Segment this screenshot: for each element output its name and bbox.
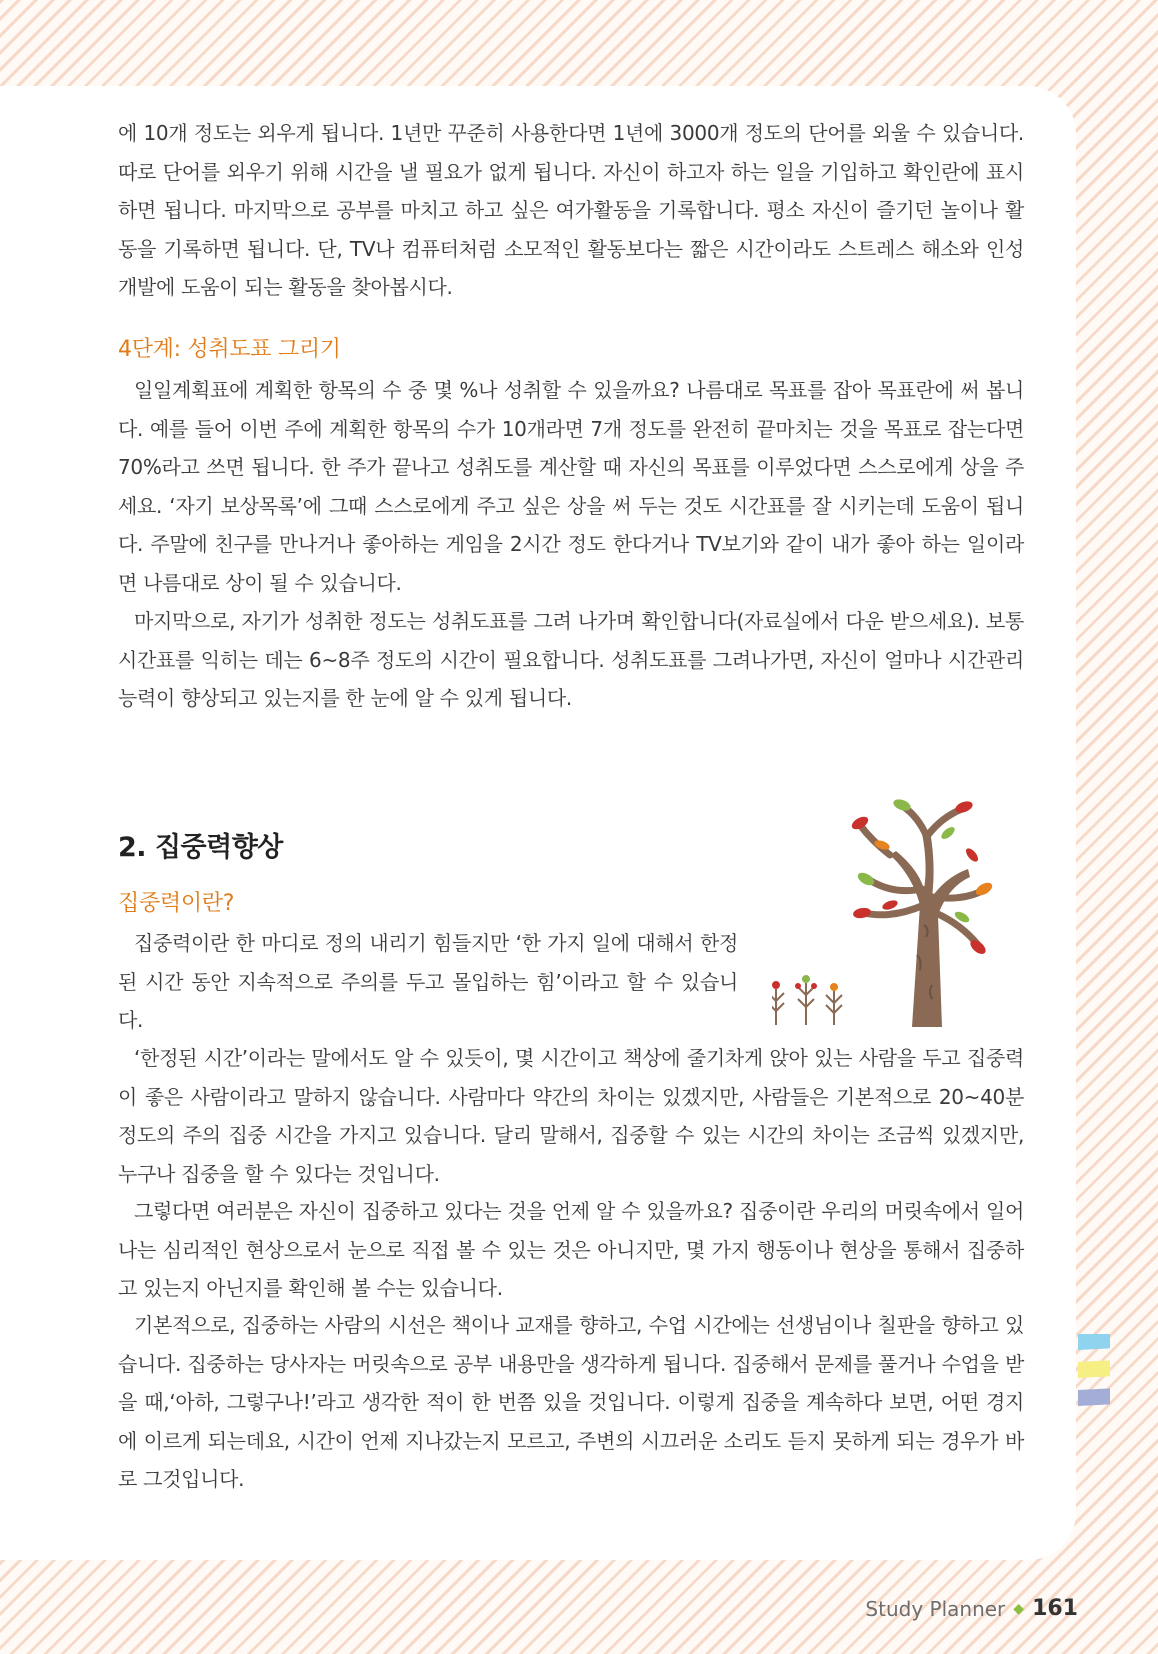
footer-book-title: Study Planner bbox=[865, 1596, 1006, 1621]
paragraph-concentration-definition: 집중력이란 한 마디로 정의 내리기 힘들지만 ‘한 가지 일에 대해서 한정된 시간 동안 지속적으로 주의를 두고 몰입하는 힘’이라고 할 수 있습니다. bbox=[118, 931, 738, 1033]
heading-what-is-concentration: 집중력이란? bbox=[118, 891, 235, 916]
diamond-icon: ◆ bbox=[1013, 1600, 1025, 1617]
section-title-concentration: 2. 집중력향상 bbox=[118, 832, 283, 863]
paragraph-how-to-know: 그렇다면 여러분은 자신이 집중하고 있다는 것을 언제 알 수 있을까요? 집중이란 우리의 머릿속에서 일어나는 심리적인 현상으로서 눈으로 직접 볼 수 있는 것은 아니지만, 몇 가지 행동이나 현상을 통해서 집중하고 있는지 아닌지를 확인해 볼 수는 있습니다. bbox=[118, 1199, 1024, 1301]
paragraph-limited-time: ‘한정된 시간’이라는 말에서도 알 수 있듯이, 몇 시간이고 책상에 줄기차게 앉아 있는 사람을 두고 집중력이 좋은 사람이라고 말하지 않습니다. 사람마다 약간의 차이는 있겠지만, 사람들은 기본적으로 20~40분 정도의 주의 집중 시간을 가지고 있습니다. 달리 말해서, 집중할 수 있는 시간의 차이는 조금씩 있겠지만, 누구나 집중을 할 수 있다는 것입니다. bbox=[118, 1046, 1024, 1186]
heading-step4: 4단계: 성취도표 그리기 bbox=[118, 337, 341, 362]
page-index-tabs bbox=[1078, 1334, 1112, 1414]
paragraph-achievement-chart: 마지막으로, 자기가 성취한 정도는 성취도표를 그려 나가며 확인합니다(자료실에서 다운 받으세요). 보통 시간표를 익히는 데는 6~8주 정도의 시간이 필요합니다. 성취도표를 그려나가면, 자신이 얼마나 시간관리 능력이 향상되고 있는지를 한 눈에 알 수 있게 됩니다. bbox=[118, 609, 1024, 711]
paragraph-achievement-goal: 일일계획표에 계획한 항목의 수 중 몇 %나 성취할 수 있을까요? 나름대로 목표를 잡아 목표란에 써 봅니다. 예를 들어 이번 주에 계획한 항목의 수가 10개라면 7개 정도를 완전히 끝마치는 것을 목표로 잡는다면 70%라고 쓰면 됩니다. 한 주가 끝나고 성취도를 계산할 때 자신의 목표를 이루었다면 스스로에게 상을 주세요. ‘자기 보상목록’에 그때 스스로에게 주고 싶은 상을 써 두는 것도 시간표를 잘 시키는데 도움이 됩니다. 주말에 친구를 만나거나 좋아하는 게임을 2시간 정도 한다거나 TV보기와 같이 내가 좋아 하는 일이라면 나름대로 상이 될 수 있습니다. bbox=[118, 378, 1024, 595]
tree-illustration bbox=[772, 795, 1040, 1027]
paragraph-focused-behavior: 기본적으로, 집중하는 사람의 시선은 책이나 교재를 향하고, 수업 시간에는 선생님이나 칠판을 향하고 있습니다. 집중하는 당사자는 머릿속으로 공부 내용만을 생각하게 됩니다. 집중해서 문제를 풀거나 수업을 받을 때,‘아하, 그렇구나!’라고 생각한 적이 한 번쯤 있을 것입니다. 이렇게 집중을 계속하다 보면, 어떤 경지에 이르게 되는데요, 시간이 언제 지나갔는지 모르고, 주변의 시끄러운 소리도 듣지 못하게 되는 경우가 바로 그것입니다. bbox=[118, 1313, 1024, 1492]
page-footer bbox=[865, 1596, 1078, 1621]
paragraph-word-memorization: 에 10개 정도는 외우게 됩니다. 1년만 꾸준히 사용한다면 1년에 3000개 정도의 단어를 외울 수 있습니다. 따로 단어를 외우기 위해 시간을 낼 필요가 없게 됩니다. 자신이 하고자 하는 일을 기입하고 확인란에 표시하면 됩니다. 마지막으로 공부를 마치고 하고 싶은 여가활동을 기록합니다. 평소 자신이 즐기던 놀이나 활동을 기록하면 됩니다. 단, TV나 컴퓨터처럼 소모적인 활동보다는 짧은 시간이라도 스트레스 해소와 인성개발에 도움이 되는 활동을 찾아봅시다. bbox=[118, 121, 1024, 300]
page-number: 161 bbox=[1032, 1596, 1078, 1621]
